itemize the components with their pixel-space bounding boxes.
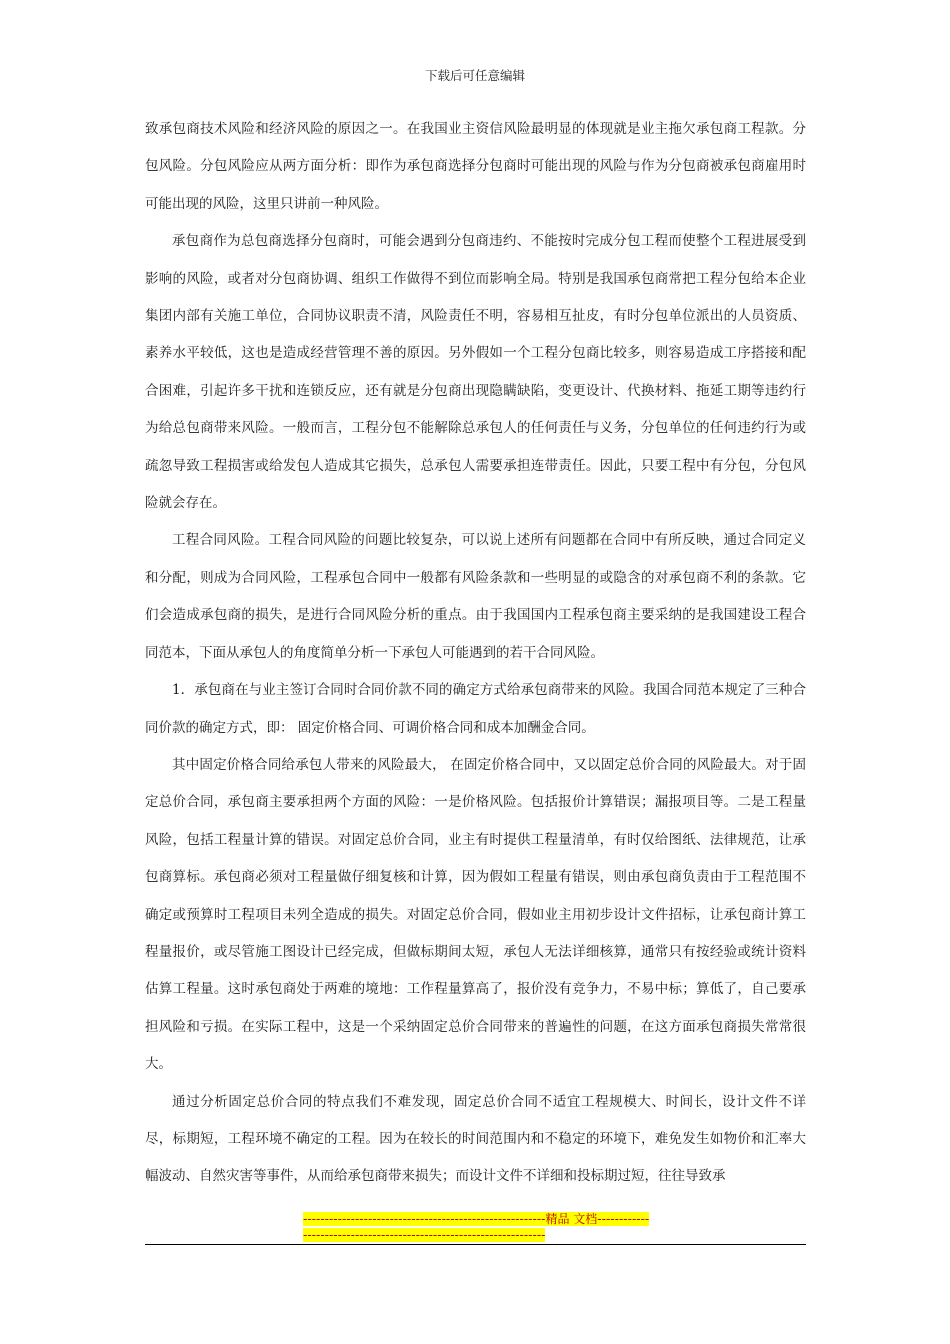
- footer-watermark: [303, 1211, 650, 1243]
- body-text: [145, 111, 806, 1196]
- paragraph: 1．承包商在与业主签订合同时合同价款不同的确定方式给承包商带来的风险。我国合同范本规定了三种合同价款的确定方式，即： 固定价格合同、可调价格合同和成本加酬金合同。: [145, 682, 806, 736]
- paragraph: 承包商作为总包商选择分包商时，可能会遇到分包商违约、不能按时完成分包工程而使整个工程进展受到影响的风险，或者对分包商协调、组织工作做得不到位而影响全局。特别是我国承包商常把工程分包给本企业集团内部有关施工单位，合同协议职责不清，风险责任不明，容易相互扯皮，有时分包单位派出的人员资质、素养水平较低，这也是造成经营管理不善的原因。另外假如一个工程分包商比较多，则容易造成工序搭接和配合困难，引起许多干扰和连锁反应，还有就是分包商出现隐瞒缺陷，变更设计、代换材料、拖延工期等违约行为给总包商带来风险。一般而言，工程分包不能解除总承包人的任何责任与义务，分包单位的任何违约行为或疏忽导致工程损害或给发包人造成其它损失，总承包人需要承担连带责任。因此，只要工程中有分包，分包风险就会存在。: [145, 233, 806, 512]
- page-header: 下载后可任意编辑: [424, 68, 525, 83]
- paragraph: 其中固定价格合同给承包人带来的风险最大， 在固定价格合同中，又以固定总价合同的风险最大。对于固定总价合同，承包商主要承担两个方面的风险：一是价格风险。包括报价计算错误；漏报项目等。二是工程量风险，包括工程量计算的错误。对固定总价合同，业主有时提供工程量清单，有时仅给图纸、法律规范，让承包商算标。承包商必须对工程量做仔细复核和计算，因为假如工程量有错误，则由承包商负责由于工程范围不确定或预算时工程项目未列全造成的损失。对固定总价合同，假如业主用初步设计文件招标，让承包商计算工程量报价，或尽管施工图设计已经完成，但做标期间太短，承包人无法详细核算，通常只有按经验或统计资料估算工程量。这时承包商处于两难的境地：工作程量算高了，报价没有竞争力，不易中标；算低了，自己要承担风险和亏损。在实际工程中，这是一个采纳固定总价合同带来的普遍性的问题，在这方面承包商损失常常很大。: [145, 756, 806, 1073]
- footer-divider: [145, 1244, 806, 1245]
- paragraph: 致承包商技术风险和经济风险的原因之一。在我国业主资信风险最明显的体现就是业主拖欠承包商工程款。分包风险。分包风险应从两方面分析：即作为承包商选择分包商时可能出现的风险与作为分包商被承包商雇用时可能出现的风险，这里只讲前一种风险。: [145, 121, 806, 212]
- paragraph: 通过分析固定总价合同的特点我们不难发现，固定总价合同不适宜工程规模大、时间长，设计文件不详尽，标期短，工程环境不确定的工程。因为在较长的时间范围内和不稳定的环境下，难免发生如物价和汇率大幅波动、自然灾害等事件，从而给承包商带来损失；而设计文件不详细和投标期过短，往往导致承: [145, 1093, 806, 1185]
- paragraph: 工程合同风险。工程合同风险的问题比较复杂，可以说上述所有问题都在合同中有所反映，通过合同定义和分配，则成为合同风险，工程承包合同中一般都有风险条款和一些明显的或隐含的对承包商不利的条款。它们会造成承包商的损失，是进行合同风险分析的重点。由于我国国内工程承包商主要采纳的是我国建设工程合同范本，下面从承包人的角度简单分析一下承包人可能遇到的若干合同风险。: [145, 532, 806, 661]
- footer-highlight-text: --------------------------------------------------------精品 文档--------------------------------------------------------------------: [303, 1212, 650, 1242]
